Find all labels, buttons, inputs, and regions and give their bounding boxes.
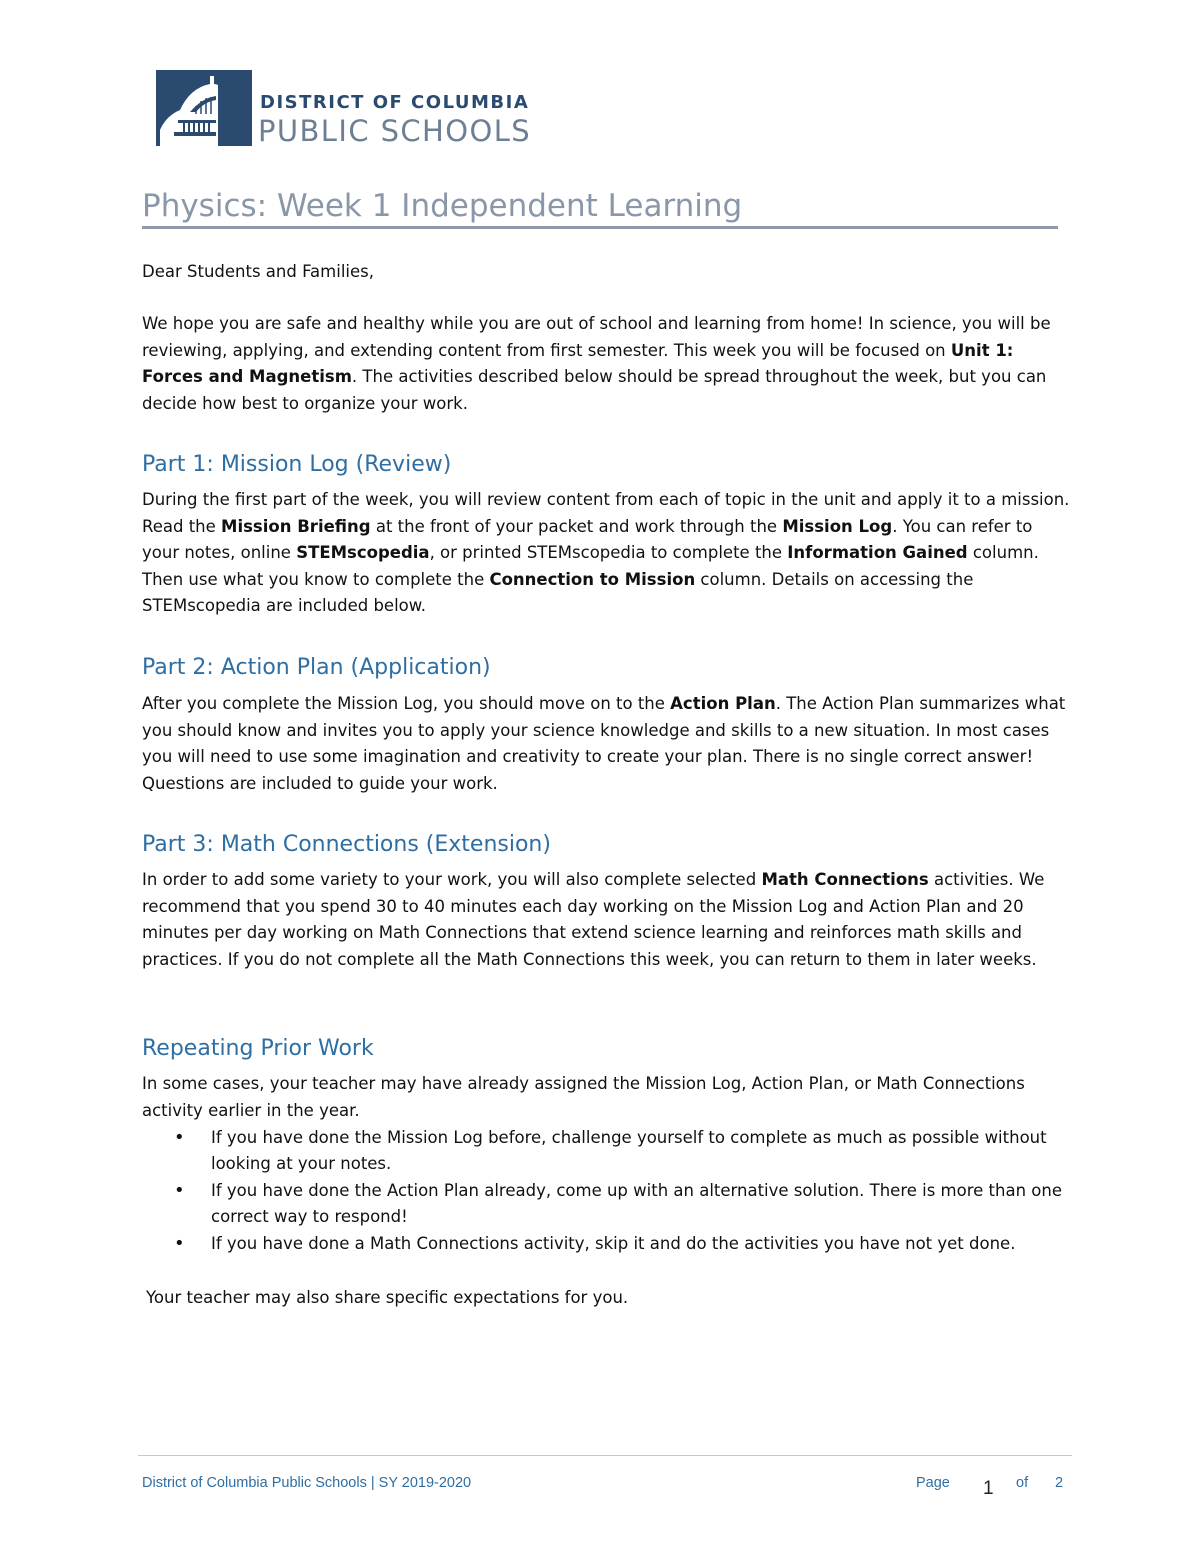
part1-bold-4: Information Gained — [787, 543, 968, 563]
closing-text: Your teacher may also share specific expectations for you. — [146, 1288, 629, 1307]
intro-text-2: . The activities described below should be spread throughout the week, but you can decide how best to organize your work. — [142, 367, 1047, 413]
footer-divider — [138, 1455, 1072, 1456]
part1-bold-1: Mission Briefing — [221, 516, 371, 536]
list-item: • If you have done a Math Connections activity, skip it and do the activities you have not yet done. — [142, 1231, 1072, 1257]
repeating-paragraph: In some cases, your teacher may have already assigned the Mission Log, Action Plan, or Math Connections activity earlier in the year. — [142, 1074, 1025, 1120]
repeating-heading: Repeating Prior Work — [142, 1036, 374, 1061]
part3-text-2: activities. We recommend that you spend 30 to 40 minutes each day working on the Mission Log and Action Plan and 20 minutes per day working on Math Connections that extend science learning and reinforces math skills and practices. If you do not complete all the Math Connections this week, you can return to them in later weeks. — [142, 870, 1045, 969]
intro-unit: Unit 1: Forces and Magnetism — [142, 340, 1014, 387]
part2-text-2: . The Action Plan summarizes what you should know and invites you to apply your science knowledge and skills to a new situation. In most cases you will need to use some imagination and creativity to create your plan. There is no single correct answer! Questions are included to guide your work. — [142, 694, 1066, 793]
repeating-bullet-list — [142, 1125, 1072, 1257]
part2-bold-1: Action Plan — [670, 694, 776, 713]
logo-line2: PUBLIC SCHOOLS — [258, 114, 532, 148]
part1-bold-2: Mission Log — [782, 516, 893, 536]
dcps-logo — [156, 70, 596, 150]
part2-heading: Part 2: Action Plan (Application) — [142, 655, 491, 680]
footer-page-label: Page — [916, 1475, 950, 1491]
part3-heading: Part 3: Math Connections (Extension) — [142, 832, 551, 857]
page-title: Physics: Week 1 Independent Learning — [142, 186, 1058, 229]
intro-paragraph — [142, 311, 1072, 417]
part1-bold-3: STEMscopedia — [296, 543, 430, 563]
capitol-dome-icon — [156, 70, 252, 146]
part1-text-1: During the first part of the week, you will review content from each of topic in the unit and apply it to a mission. Read the — [142, 490, 1070, 536]
part3-text-1: In order to add some variety to your work, you will also complete selected — [142, 870, 762, 889]
part3-bold-1: Math Connections — [761, 870, 929, 889]
part3-paragraph — [142, 867, 1072, 973]
part1-text-4: , or printed STEMscopedia to complete the — [429, 543, 788, 563]
part1-heading: Part 1: Mission Log (Review) — [142, 452, 452, 477]
part2-paragraph — [142, 691, 1072, 797]
footer-total-pages: 2 — [1055, 1475, 1064, 1491]
intro-text-1: We hope you are safe and healthy while you are out of school and learning from home! In science, you will be reviewing, applying, and extending content from first semester. This week you will be focused on — [142, 314, 1051, 360]
part1-text-6: column. Details on accessing the STEMscopedia are included below. — [142, 569, 974, 616]
part1-paragraph — [142, 487, 1072, 620]
footer-school-year: District of Columbia Public Schools | SY 2019-2020 — [142, 1475, 472, 1491]
list-item: • If you have done the Action Plan already, come up with an alternative solution. There is more than one correct way to respond! — [142, 1178, 1072, 1231]
part1-text-2: at the front of your packet and work through the — [370, 516, 783, 536]
list-item: • If you have done the Mission Log before, challenge yourself to complete as much as possible without looking at your notes. — [142, 1125, 1072, 1178]
logo-line1: DISTRICT OF COLUMBIA — [260, 92, 530, 113]
part1-text-3: . You can refer to your notes, online — [142, 516, 1033, 563]
part1-bold-5: Connection to Mission — [489, 569, 696, 589]
part2-text-1: After you complete the Mission Log, you should move on to the — [142, 694, 671, 713]
footer-of-label: of — [1016, 1475, 1029, 1491]
part1-text-5: column. Then use what you know to complete the — [142, 543, 1039, 589]
greeting: Dear Students and Families, — [142, 262, 374, 281]
footer-page-number: 1 — [983, 1478, 994, 1499]
